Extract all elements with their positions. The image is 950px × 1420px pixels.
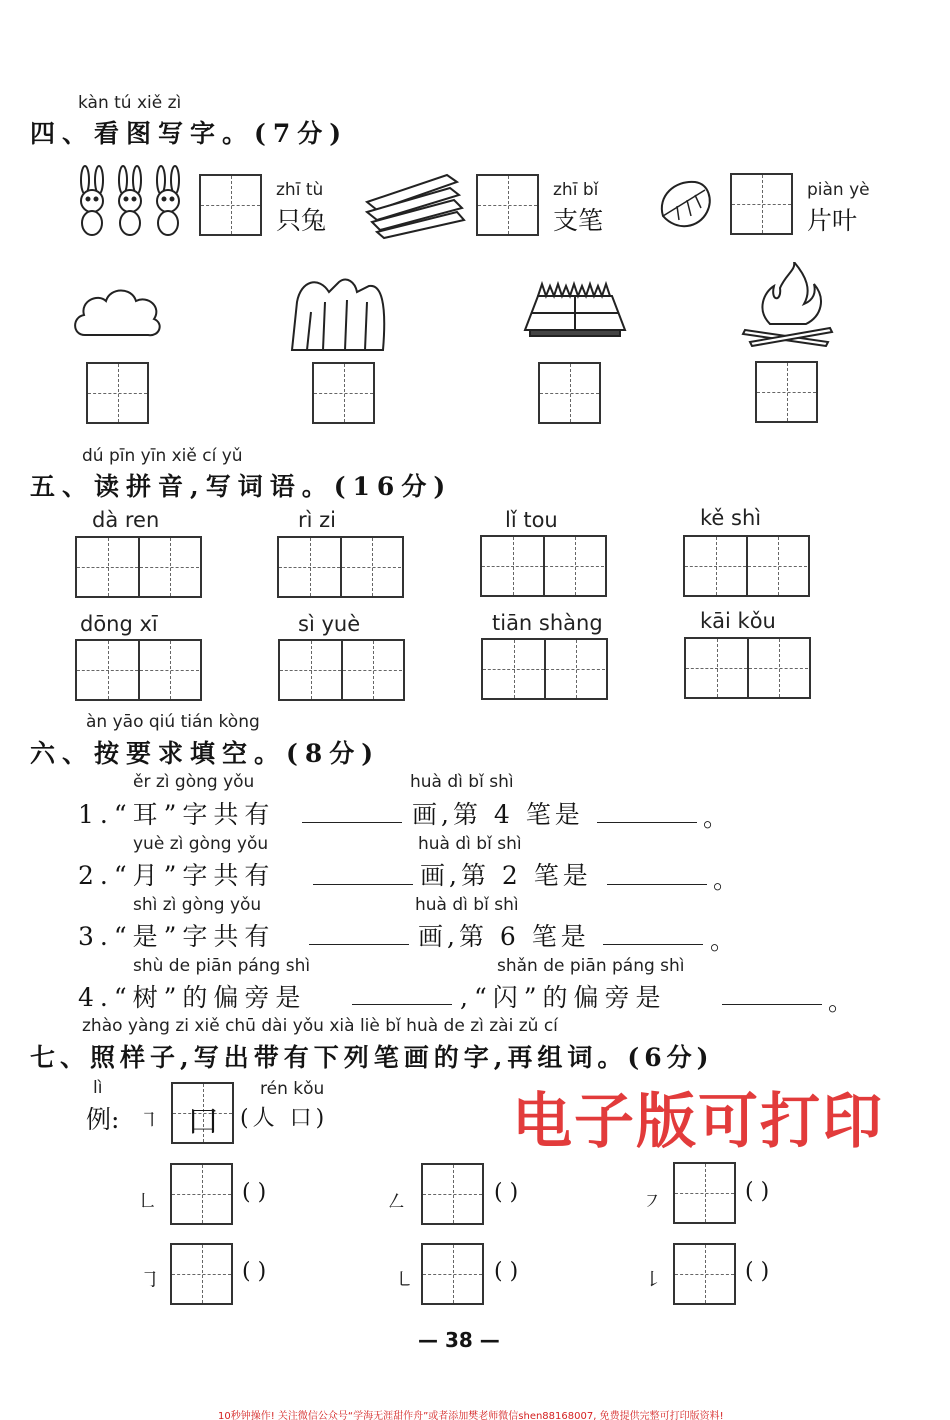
q4-text-b: ,“闪”的偏旁是 (460, 983, 667, 1012)
example-box (171, 1082, 234, 1144)
stroke-box-6[interactable] (673, 1243, 736, 1305)
page-number: — 38 — (418, 1328, 500, 1352)
word-box-4[interactable] (683, 535, 810, 597)
answer-box-pencils[interactable] (476, 174, 539, 236)
footer-promo: 10秒钟操作! 关注微信公众号“学海无涯甜作舟”或者添加樊老师微信shen88168007, 免费提供完整可打印版资料! (218, 1411, 724, 1420)
q1-text-a: 1.“耳”字共有 (78, 800, 276, 829)
example-word-pinyin: rén kǒu (260, 1079, 325, 1099)
stroke-word-1[interactable]: ( ) (242, 1180, 267, 1205)
section6-pinyin: àn yāo qiú tián kòng (86, 712, 260, 732)
q1-pinyin-b: huà dì bǐ shì (410, 772, 514, 792)
section4-pinyin: kàn tú xiě zì (78, 93, 182, 113)
word-pinyin-3: lǐ tou (505, 508, 558, 532)
word-pinyin-4: kě shì (700, 506, 762, 530)
q4-text-a: 4.“树”的偏旁是 (78, 983, 307, 1012)
stroke-word-5[interactable]: ( ) (494, 1259, 519, 1284)
q3-text-a: 3.“是”字共有 (78, 922, 276, 951)
stroke-5: ㇄ (394, 1267, 414, 1291)
section7-pinyin: zhào yàng zi xiě chū dài yǒu xià liè bǐ huà de zì zài zǔ cí (82, 1016, 558, 1036)
word-box-6[interactable] (278, 639, 405, 701)
stroke-1: ㇗ (137, 1189, 157, 1213)
q4-end: 。 (828, 987, 854, 1016)
answer-box-cloud[interactable] (86, 362, 149, 424)
word-pinyin-6: sì yuè (298, 612, 361, 636)
answer-box-fire[interactable] (755, 361, 818, 423)
q1-pinyin-a: ěr zì gòng yǒu (133, 772, 255, 792)
stroke-box-5[interactable] (421, 1243, 484, 1305)
section5-pinyin: dú pīn yīn xiě cí yǔ (82, 446, 243, 466)
q2-blank-1[interactable] (313, 884, 413, 885)
q2-text-b: 画,第 2 笔是 (420, 861, 592, 890)
q3-pinyin-a: shì zì gòng yǒu (133, 895, 262, 915)
leaf-text: 片叶 (807, 206, 858, 235)
word-pinyin-7: tiān shàng (492, 611, 603, 635)
word-box-7[interactable] (481, 638, 608, 700)
q4-pinyin-a: shù de piān páng shì (133, 956, 311, 976)
rabbits-icon (70, 165, 195, 240)
stroke-4: ㇆ (140, 1267, 160, 1291)
pencil-text: 支笔 (553, 206, 604, 235)
q3-blank-2[interactable] (603, 944, 703, 945)
example-pinyin-li: lì (93, 1078, 103, 1098)
example-word: (人 口) (240, 1106, 329, 1131)
word-box-3[interactable] (480, 535, 607, 597)
stroke-word-2[interactable]: ( ) (494, 1180, 519, 1205)
example-label: 例: (86, 1105, 120, 1134)
pencils-icon (362, 170, 467, 240)
stroke-word-6[interactable]: ( ) (745, 1259, 770, 1284)
answer-box-rabbits[interactable] (199, 174, 262, 236)
q3-end: 。 (710, 926, 736, 955)
word-pinyin-8: kāi kǒu (700, 609, 776, 633)
example-char: 口 (187, 1102, 220, 1140)
stroke-2: ㇜ (386, 1189, 406, 1213)
word-pinyin-1: dà ren (92, 508, 160, 532)
word-box-8[interactable] (684, 637, 811, 699)
answer-box-field[interactable] (538, 362, 601, 424)
q2-end: 。 (713, 865, 739, 894)
stroke-box-4[interactable] (170, 1243, 233, 1305)
stroke-word-3[interactable]: ( ) (745, 1179, 770, 1204)
q1-blank-1[interactable] (302, 822, 402, 823)
stroke-box-3[interactable] (673, 1162, 736, 1224)
mountain-icon (287, 272, 392, 352)
leaf-pinyin: piàn yè (807, 180, 870, 200)
cloud-icon (70, 283, 165, 343)
q1-end: 。 (703, 803, 729, 832)
stroke-word-4[interactable]: ( ) (242, 1259, 267, 1284)
answer-box-leaf[interactable] (730, 173, 793, 235)
q4-blank-2[interactable] (722, 1004, 822, 1005)
stroke-3: ㇇ (642, 1189, 662, 1213)
stroke-6: ㇙ (643, 1267, 663, 1291)
q1-blank-2[interactable] (597, 822, 697, 823)
q4-blank-1[interactable] (352, 1004, 452, 1005)
q3-blank-1[interactable] (309, 944, 409, 945)
q3-pinyin-b: huà dì bǐ shì (415, 895, 519, 915)
word-box-2[interactable] (277, 536, 404, 598)
fire-icon (740, 262, 835, 347)
section7-heading: 七、照样子,写出带有下列笔画的字,再组词。(6分) (30, 1043, 714, 1072)
leaf-icon (655, 176, 715, 234)
word-pinyin-5: dōng xī (80, 612, 158, 636)
q2-text-a: 2.“月”字共有 (78, 861, 276, 890)
rabbit-text: 只兔 (276, 206, 327, 235)
word-box-1[interactable] (75, 536, 202, 598)
q1-text-b: 画,第 4 笔是 (412, 800, 584, 829)
word-box-5[interactable] (75, 639, 202, 701)
watermark-stamp: 电子版可打印 (512, 1087, 884, 1157)
q2-pinyin-b: huà dì bǐ shì (418, 834, 522, 854)
q3-text-b: 画,第 6 笔是 (418, 922, 590, 951)
section4-heading: 四、看图写字。(7分) (30, 119, 349, 148)
q4-pinyin-b: shǎn de piān páng shì (497, 956, 685, 976)
q2-blank-2[interactable] (607, 884, 707, 885)
pencil-pinyin: zhī bǐ (553, 180, 599, 200)
stroke-box-2[interactable] (421, 1163, 484, 1225)
answer-box-mountain[interactable] (312, 362, 375, 424)
section6-heading: 六、按要求填空。(8分) (30, 739, 381, 768)
section5-heading: 五、读拼音,写词语。(16分) (30, 472, 453, 501)
example-stroke: ㇕ (139, 1108, 159, 1132)
field-icon (520, 278, 630, 338)
q2-pinyin-a: yuè zì gòng yǒu (133, 834, 269, 854)
word-pinyin-2: rì zi (298, 508, 337, 532)
rabbit-pinyin: zhī tù (276, 180, 324, 200)
stroke-box-1[interactable] (170, 1163, 233, 1225)
